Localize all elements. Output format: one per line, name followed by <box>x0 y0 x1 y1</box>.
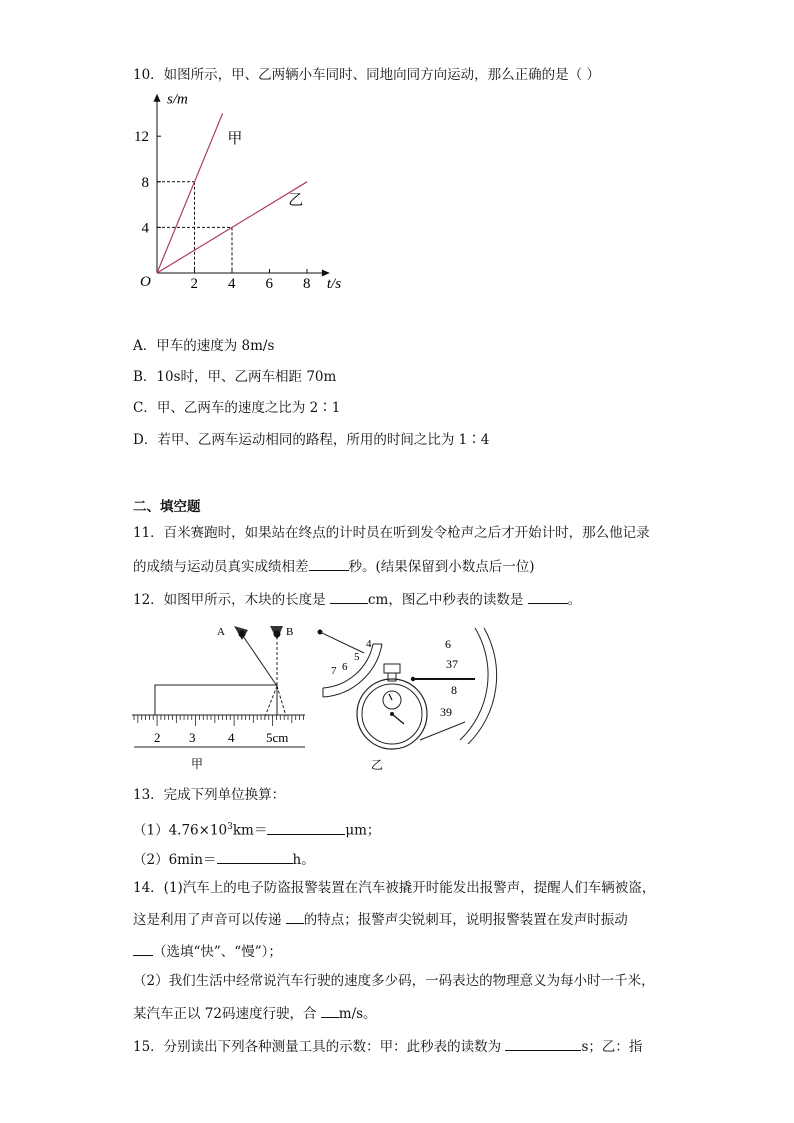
q13-item2 <box>133 849 315 869</box>
q14-blank-3[interactable] <box>321 1003 339 1018</box>
small-dial-4: 4 <box>366 638 372 650</box>
q13-item1-b: km＝ <box>232 822 268 839</box>
q13-item1 <box>133 818 380 840</box>
eye-label-a: A <box>217 626 225 638</box>
y-tick-label: 12 <box>134 129 149 146</box>
series-line-jia <box>157 113 223 273</box>
q11-text-a: 的成绩与运动员真实成绩相差 <box>133 559 309 575</box>
wooden-block <box>155 685 277 715</box>
q14-line5 <box>133 1003 377 1023</box>
x-tick-label: 6 <box>265 276 273 292</box>
eye-label-b: B <box>286 626 294 638</box>
y-axis-arrow <box>154 94 161 102</box>
small-dial-5: 5 <box>354 651 360 663</box>
q13-item2-a: （2）6min＝ <box>133 852 217 868</box>
q14-line1: 14．(1)汽车上的电子防盗报警装置在汽车被撬开时能发出报警声，提醒人们车辆被盗， <box>133 880 656 896</box>
q12-text-c: 。 <box>567 592 582 608</box>
q13-item2-blank[interactable] <box>217 849 293 864</box>
q14-blank-1[interactable] <box>286 909 304 924</box>
q13-item1-blank[interactable] <box>267 820 345 835</box>
x-tick-label: 2 <box>190 276 198 292</box>
eye-a-icon <box>234 626 248 640</box>
x-tick-label: 4 <box>228 276 236 292</box>
q13-item2-b: h。 <box>292 852 315 868</box>
q10-option-b: B．10s时，甲、乙两车相距 70m <box>133 369 337 385</box>
q12-stopwatch-blank[interactable] <box>528 589 568 604</box>
ruler-label-3: 3 <box>189 730 196 745</box>
q11-line2 <box>133 556 535 576</box>
s-t-graph <box>130 92 350 307</box>
q10-option-a: A．甲车的速度为 8m/s <box>133 338 275 354</box>
series-label-jia: 甲 <box>227 131 243 148</box>
q14-blank-2[interactable] <box>133 941 153 956</box>
q14-line2-b: 的特点；报警声尖锐刺耳，说明报警装置在发声时振动 <box>303 912 628 928</box>
ruler-label-5cm: 5cm <box>266 730 289 745</box>
big-dial-6: 6 <box>445 637 451 651</box>
q14-line5-a: 某汽车正以 72码速度行驶，合 <box>133 1006 321 1022</box>
q14-line2 <box>133 909 628 929</box>
q11-text-b: 秒。(结果保留到小数点后一位) <box>348 559 535 575</box>
stopwatch-figure <box>318 628 497 772</box>
caption-jia: 甲 <box>191 757 204 771</box>
q14-line3 <box>133 941 282 961</box>
q14-line5-b: m/s。 <box>338 1006 377 1022</box>
q13-item1-c: μm； <box>345 822 381 839</box>
q12-length-blank[interactable] <box>330 589 368 604</box>
origin-label: O <box>140 274 151 290</box>
q10-option-c: C．甲、乙两车的速度之比为 2∶1 <box>133 400 341 416</box>
q15-text-b: s；乙：指 <box>581 1039 643 1055</box>
q12-stem <box>133 589 581 609</box>
q11-answer-blank[interactable] <box>309 556 349 571</box>
q15-text-a: 15．分别读出下列各种测量工具的示数：甲：此秒表的读数为 <box>133 1039 506 1055</box>
q12-text-a: 12．如图甲所示，木块的长度是 <box>133 592 330 608</box>
q14-line2-a: 这是利用了声音可以传递 <box>133 912 286 928</box>
y-tick-label: 4 <box>141 220 149 237</box>
q14-line4: （2）我们生活中经常说汽车行驶的速度多少码，一码表达的物理意义为每小时一千米， <box>133 973 655 989</box>
q10-stem: 10．如图所示，甲、乙两辆小车同时、同地向同方向运动，那么正确的是（ ） <box>133 67 600 83</box>
series-label-yi: 乙 <box>288 192 304 209</box>
small-dial-7: 7 <box>331 665 337 677</box>
q13-item1-exponent: 3 <box>227 822 233 832</box>
caption-yi: 乙 <box>371 758 384 772</box>
big-dial-37: 37 <box>446 657 458 671</box>
big-dial-39: 39 <box>440 705 452 719</box>
q12-figure <box>130 614 500 776</box>
q13-stem: 13．完成下列单位换算： <box>133 787 286 803</box>
x-axis-label: t/s <box>326 276 342 292</box>
small-dial-6: 6 <box>342 661 348 673</box>
y-axis-label: s/m <box>167 92 188 108</box>
q12-text-b: cm，图乙中秒表的读数是 <box>367 592 528 608</box>
eye-b-icon <box>270 626 283 640</box>
ruler-label-2: 2 <box>154 730 161 745</box>
q14-line3-b: （选填“快”、“慢”）； <box>153 944 282 960</box>
big-dial-8: 8 <box>451 683 457 697</box>
ruler-figure <box>132 626 305 771</box>
y-tick-label: 8 <box>141 174 149 191</box>
x-tick-label: 8 <box>303 276 311 292</box>
section-title: 二、填空题 <box>133 499 201 515</box>
ruler-label-4: 4 <box>228 730 235 745</box>
q10-option-d: D．若甲、乙两车运动相同的路程，所用的时间之比为 1∶4 <box>133 432 490 448</box>
q15-line1 <box>133 1036 642 1056</box>
q11-line1: 11．百米赛跑时，如果站在终点的计时员在听到发令枪声之后才开始计时，那么他记录 <box>133 525 650 541</box>
q15-blank[interactable] <box>505 1036 581 1051</box>
q13-item1-a: （1）4.76×10 <box>133 822 228 839</box>
